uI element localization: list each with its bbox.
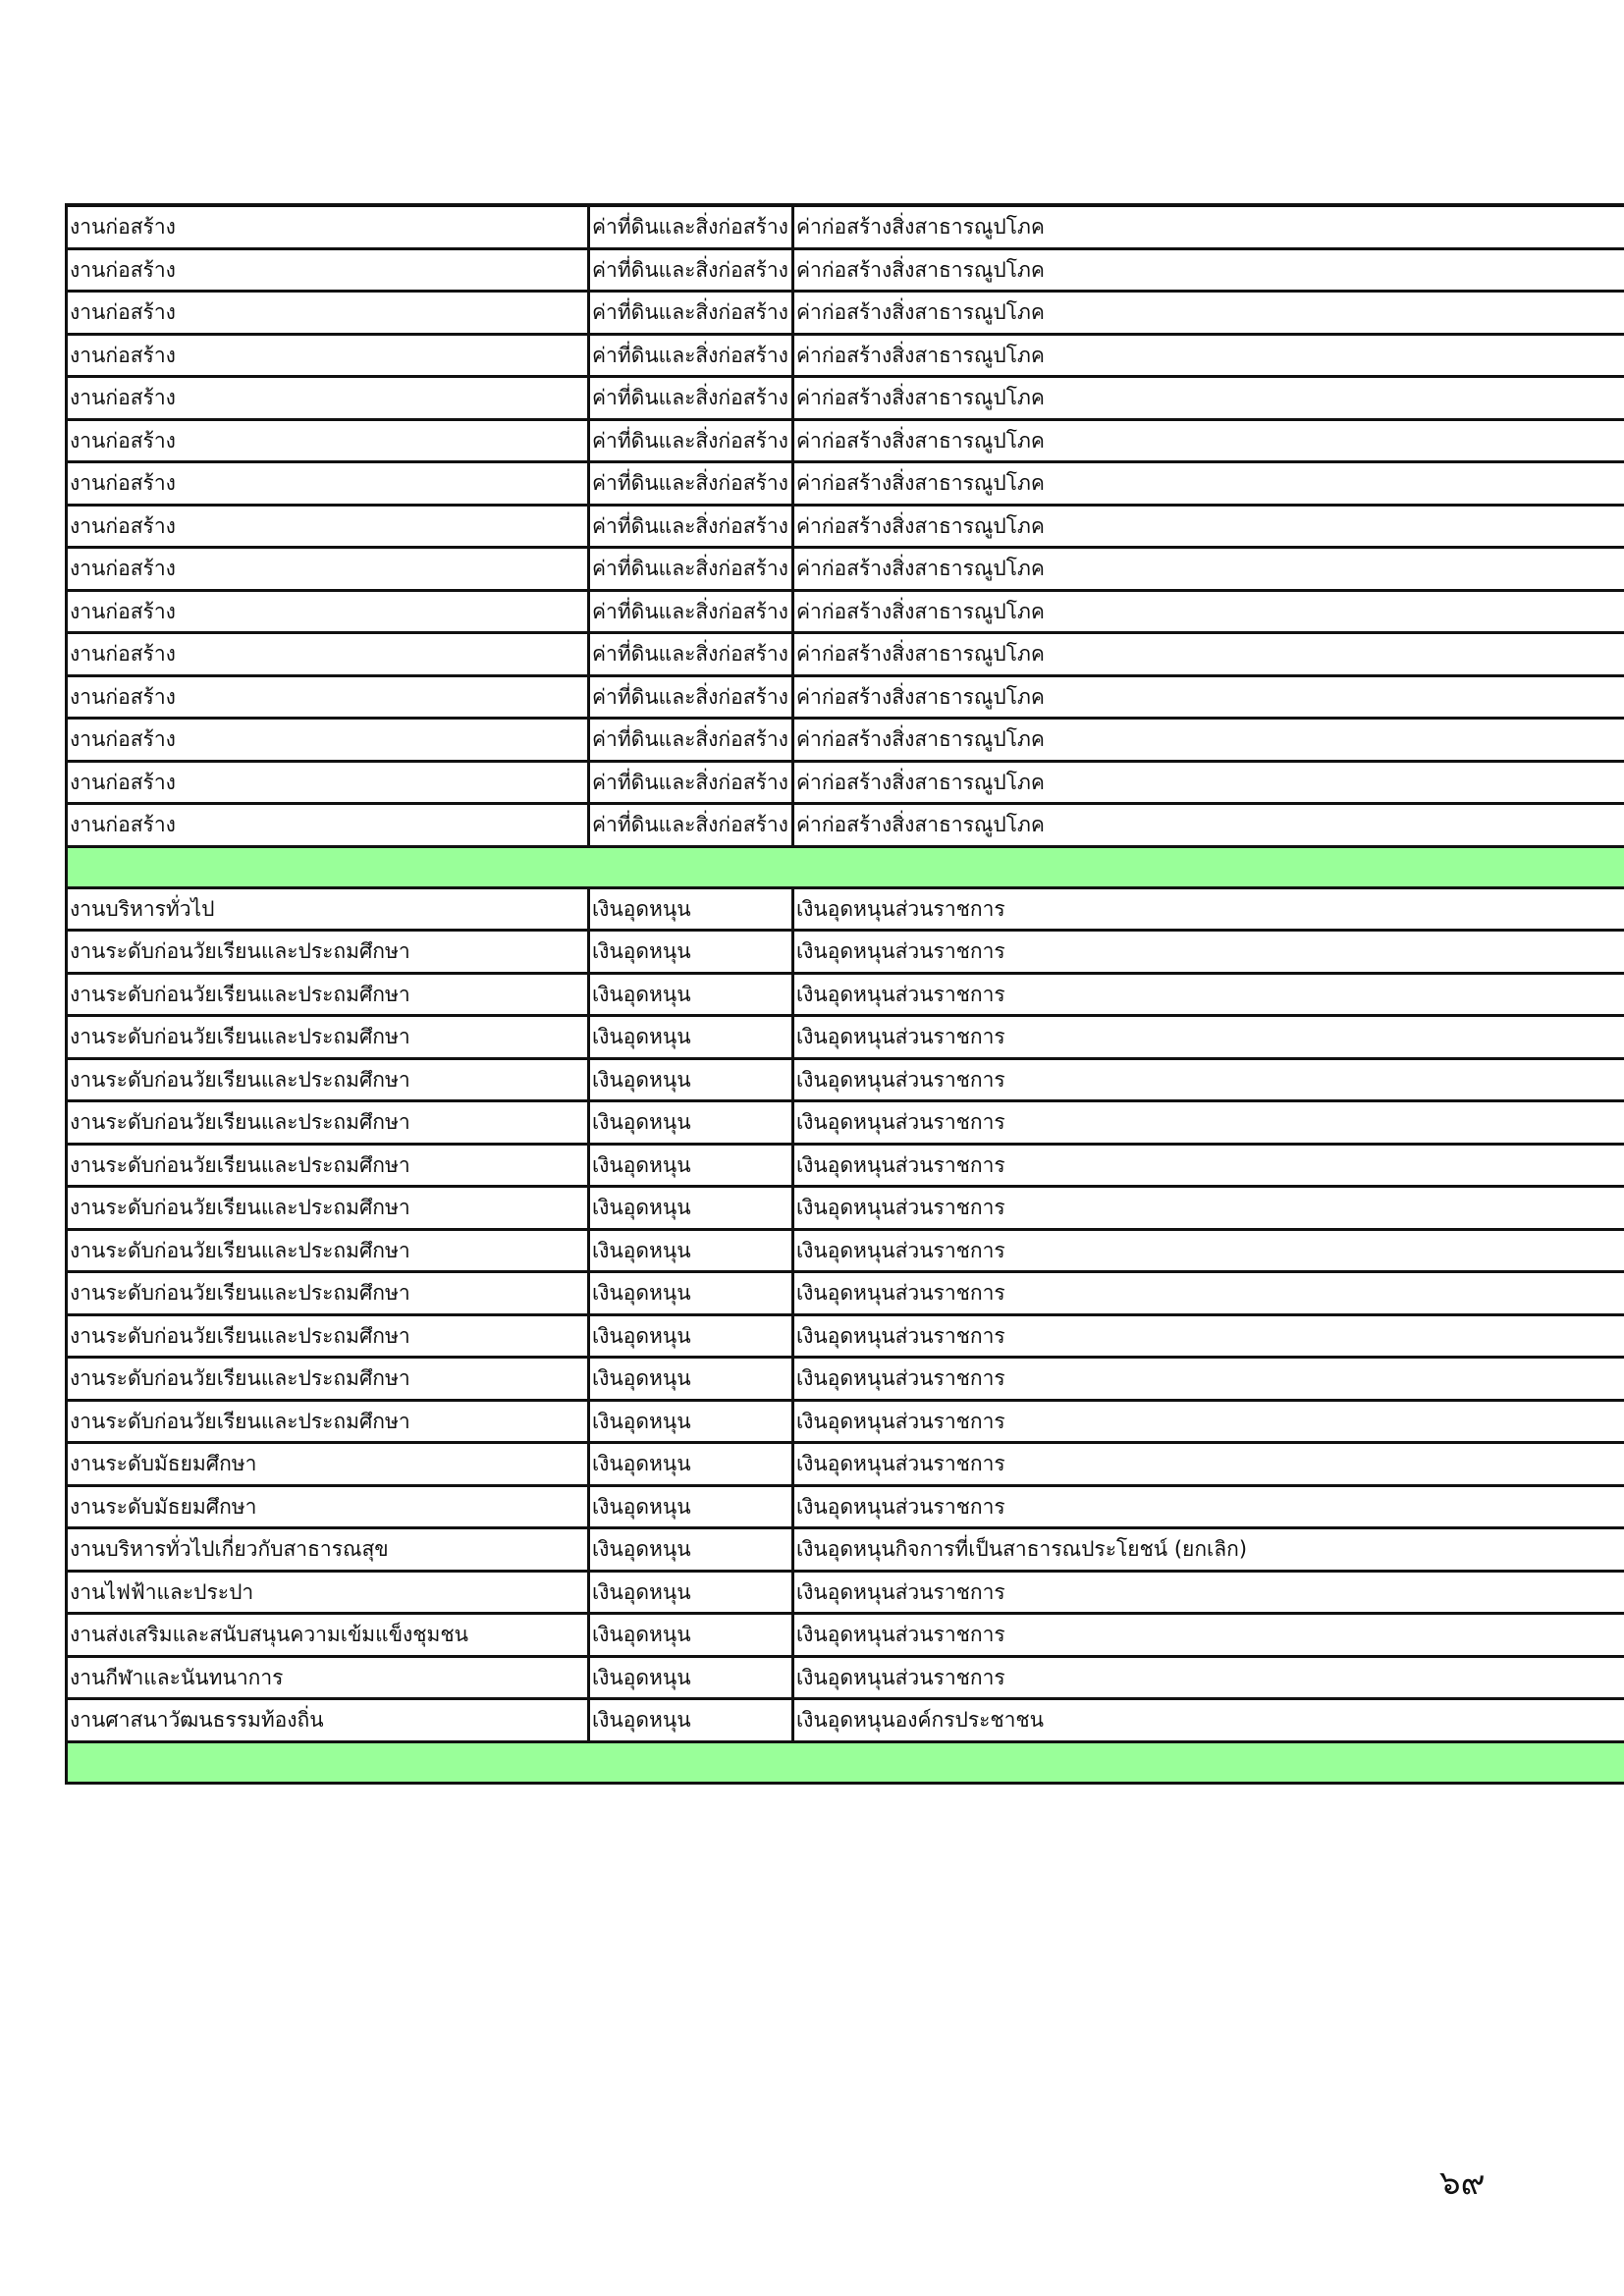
work-category-cell: งานระดับก่อนวัยเรียนและประถมศึกษา: [67, 1101, 589, 1145]
expense-type-cell: เงินอุดหนุน: [589, 1443, 793, 1486]
work-category-cell: งานระดับก่อนวัยเรียนและประถมศึกษา: [67, 973, 589, 1016]
work-category-cell: งานก่อสร้าง: [67, 675, 589, 719]
work-category-cell: งานก่อสร้าง: [67, 462, 589, 506]
expense-item-cell: ค่าก่อสร้างสิ่งสาธารณูปโภค: [793, 292, 1624, 335]
table-row: [67, 761, 1624, 804]
work-category-cell: งานไฟฟ้าและประปา: [67, 1571, 589, 1614]
expense-item-cell: เงินอุดหนุนส่วนราชการ: [793, 887, 1624, 931]
table-row: [67, 1101, 1624, 1145]
expense-type-cell: เงินอุดหนุน: [589, 1101, 793, 1145]
work-category-cell: งานบริหารทั่วไปเกี่ยวกับสาธารณสุข: [67, 1528, 589, 1572]
table-row: [67, 1016, 1624, 1059]
table-row: [67, 1528, 1624, 1572]
expense-type-cell: เงินอุดหนุน: [589, 1016, 793, 1059]
table-row: [67, 1571, 1624, 1614]
work-category-cell: งานก่อสร้าง: [67, 377, 589, 420]
expense-item-cell: เงินอุดหนุนส่วนราชการ: [793, 1571, 1624, 1614]
expense-type-cell: เงินอุดหนุน: [589, 1699, 793, 1742]
expense-type-cell: ค่าที่ดินและสิ่งก่อสร้าง: [589, 248, 793, 292]
section-summary-cell: [67, 846, 1624, 887]
expense-item-cell: เงินอุดหนุนส่วนราชการ: [793, 1187, 1624, 1230]
table-row: [67, 590, 1624, 633]
expense-item-cell: เงินอุดหนุนส่วนราชการ: [793, 1443, 1624, 1486]
work-category-cell: งานก่อสร้าง: [67, 505, 589, 548]
work-category-cell: งานก่อสร้าง: [67, 804, 589, 847]
work-category-cell: งานก่อสร้าง: [67, 292, 589, 335]
table-row: [67, 505, 1624, 548]
expense-item-cell: ค่าก่อสร้างสิ่งสาธารณูปโภค: [793, 804, 1624, 847]
expense-item-cell: เงินอุดหนุนส่วนราชการ: [793, 931, 1624, 974]
table-row: [67, 1187, 1624, 1230]
table-row: [67, 1229, 1624, 1272]
table-row: [67, 1614, 1624, 1657]
expense-item-cell: ค่าก่อสร้างสิ่งสาธารณูปโภค: [793, 334, 1624, 377]
expense-type-cell: ค่าที่ดินและสิ่งก่อสร้าง: [589, 505, 793, 548]
expense-item-cell: เงินอุดหนุนส่วนราชการ: [793, 1101, 1624, 1145]
expense-item-cell: ค่าก่อสร้างสิ่งสาธารณูปโภค: [793, 248, 1624, 292]
expense-item-cell: เงินอุดหนุนกิจการที่เป็นสาธารณประโยชน์ (ยกเลิก): [793, 1528, 1624, 1572]
work-category-cell: งานก่อสร้าง: [67, 205, 589, 248]
expense-item-cell: ค่าก่อสร้างสิ่งสาธารณูปโภค: [793, 761, 1624, 804]
work-category-cell: งานระดับก่อนวัยเรียนและประถมศึกษา: [67, 1016, 589, 1059]
work-category-cell: งานก่อสร้าง: [67, 719, 589, 762]
expense-type-cell: เงินอุดหนุน: [589, 1144, 793, 1187]
expense-item-cell: ค่าก่อสร้างสิ่งสาธารณูปโภค: [793, 419, 1624, 462]
expense-item-cell: ค่าก่อสร้างสิ่งสาธารณูปโภค: [793, 675, 1624, 719]
work-category-cell: งานศาสนาวัฒนธรรมท้องถิ่น: [67, 1699, 589, 1742]
expense-type-cell: เงินอุดหนุน: [589, 887, 793, 931]
expense-type-cell: ค่าที่ดินและสิ่งก่อสร้าง: [589, 675, 793, 719]
table-row: [67, 1358, 1624, 1401]
expense-item-cell: เงินอุดหนุนส่วนราชการ: [793, 1229, 1624, 1272]
expense-item-cell: ค่าก่อสร้างสิ่งสาธารณูปโภค: [793, 590, 1624, 633]
table-row: [67, 548, 1624, 591]
table-row: [67, 1144, 1624, 1187]
expense-type-cell: เงินอุดหนุน: [589, 1400, 793, 1443]
expense-type-cell: เงินอุดหนุน: [589, 973, 793, 1016]
expense-item-cell: เงินอุดหนุนส่วนราชการ: [793, 1656, 1624, 1699]
section-summary-band: [67, 1741, 1624, 1783]
expense-type-cell: ค่าที่ดินและสิ่งก่อสร้าง: [589, 804, 793, 847]
table-row: [67, 804, 1624, 847]
table-row: [67, 633, 1624, 676]
table-row: [67, 931, 1624, 974]
expense-type-cell: ค่าที่ดินและสิ่งก่อสร้าง: [589, 548, 793, 591]
work-category-cell: งานกีฬาและนันทนาการ: [67, 1656, 589, 1699]
table-row: [67, 675, 1624, 719]
expense-item-cell: เงินอุดหนุนส่วนราชการ: [793, 1144, 1624, 1187]
expense-type-cell: ค่าที่ดินและสิ่งก่อสร้าง: [589, 590, 793, 633]
work-category-cell: งานระดับก่อนวัยเรียนและประถมศึกษา: [67, 1358, 589, 1401]
expense-type-cell: เงินอุดหนุน: [589, 1656, 793, 1699]
work-category-cell: งานระดับก่อนวัยเรียนและประถมศึกษา: [67, 1400, 589, 1443]
expense-item-cell: เงินอุดหนุนส่วนราชการ: [793, 1314, 1624, 1358]
table-row: [67, 719, 1624, 762]
expense-item-cell: ค่าก่อสร้างสิ่งสาธารณูปโภค: [793, 719, 1624, 762]
page-number: ๖๙: [1439, 2163, 1486, 2203]
table-row: [67, 1058, 1624, 1101]
section-summary-band: [67, 846, 1624, 887]
work-category-cell: งานระดับมัธยมศึกษา: [67, 1485, 589, 1528]
work-category-cell: งานส่งเสริมและสนับสนุนความเข้มแข็งชุมชน: [67, 1614, 589, 1657]
expense-type-cell: เงินอุดหนุน: [589, 931, 793, 974]
work-category-cell: งานระดับก่อนวัยเรียนและประถมศึกษา: [67, 1229, 589, 1272]
expense-item-cell: ค่าก่อสร้างสิ่งสาธารณูปโภค: [793, 377, 1624, 420]
expense-type-cell: ค่าที่ดินและสิ่งก่อสร้าง: [589, 719, 793, 762]
table-row: [67, 292, 1624, 335]
expense-item-cell: เงินอุดหนุนส่วนราชการ: [793, 1272, 1624, 1315]
expense-type-cell: เงินอุดหนุน: [589, 1528, 793, 1572]
table-row: [67, 248, 1624, 292]
work-category-cell: งานระดับก่อนวัยเรียนและประถมศึกษา: [67, 1314, 589, 1358]
table-row: [67, 205, 1624, 248]
expense-item-cell: ค่าก่อสร้างสิ่งสาธารณูปโภค: [793, 548, 1624, 591]
expense-type-cell: เงินอุดหนุน: [589, 1358, 793, 1401]
expense-item-cell: ค่าก่อสร้างสิ่งสาธารณูปโภค: [793, 462, 1624, 506]
expense-type-cell: ค่าที่ดินและสิ่งก่อสร้าง: [589, 205, 793, 248]
budget-table: [65, 203, 1624, 1785]
expense-type-cell: เงินอุดหนุน: [589, 1314, 793, 1358]
expense-item-cell: เงินอุดหนุนส่วนราชการ: [793, 1400, 1624, 1443]
table-row: [67, 973, 1624, 1016]
table-row: [67, 419, 1624, 462]
budget-table-body: [67, 205, 1624, 1783]
expense-type-cell: เงินอุดหนุน: [589, 1229, 793, 1272]
work-category-cell: งานบริหารทั่วไป: [67, 887, 589, 931]
work-category-cell: งานระดับก่อนวัยเรียนและประถมศึกษา: [67, 931, 589, 974]
table-row: [67, 377, 1624, 420]
table-row: [67, 1272, 1624, 1315]
work-category-cell: งานก่อสร้าง: [67, 248, 589, 292]
work-category-cell: งานระดับก่อนวัยเรียนและประถมศึกษา: [67, 1272, 589, 1315]
work-category-cell: งานระดับก่อนวัยเรียนและประถมศึกษา: [67, 1144, 589, 1187]
work-category-cell: งานระดับก่อนวัยเรียนและประถมศึกษา: [67, 1058, 589, 1101]
expense-type-cell: ค่าที่ดินและสิ่งก่อสร้าง: [589, 462, 793, 506]
work-category-cell: งานก่อสร้าง: [67, 761, 589, 804]
expense-type-cell: เงินอุดหนุน: [589, 1571, 793, 1614]
expense-type-cell: ค่าที่ดินและสิ่งก่อสร้าง: [589, 334, 793, 377]
expense-item-cell: เงินอุดหนุนส่วนราชการ: [793, 1058, 1624, 1101]
table-row: [67, 1485, 1624, 1528]
expense-item-cell: เงินอุดหนุนส่วนราชการ: [793, 973, 1624, 1016]
expense-item-cell: เงินอุดหนุนองค์กรประชาชน: [793, 1699, 1624, 1742]
expense-item-cell: เงินอุดหนุนส่วนราชการ: [793, 1614, 1624, 1657]
expense-type-cell: เงินอุดหนุน: [589, 1187, 793, 1230]
expense-type-cell: ค่าที่ดินและสิ่งก่อสร้าง: [589, 419, 793, 462]
work-category-cell: งานก่อสร้าง: [67, 334, 589, 377]
table-row: [67, 1699, 1624, 1742]
table-row: [67, 1443, 1624, 1486]
table-row: [67, 1656, 1624, 1699]
work-category-cell: งานระดับมัธยมศึกษา: [67, 1443, 589, 1486]
table-row: [67, 462, 1624, 506]
expense-item-cell: เงินอุดหนุนส่วนราชการ: [793, 1016, 1624, 1059]
work-category-cell: งานก่อสร้าง: [67, 419, 589, 462]
table-row: [67, 1400, 1624, 1443]
expense-item-cell: เงินอุดหนุนส่วนราชการ: [793, 1485, 1624, 1528]
expense-type-cell: ค่าที่ดินและสิ่งก่อสร้าง: [589, 761, 793, 804]
table-row: [67, 887, 1624, 931]
expense-item-cell: ค่าก่อสร้างสิ่งสาธารณูปโภค: [793, 205, 1624, 248]
expense-item-cell: ค่าก่อสร้างสิ่งสาธารณูปโภค: [793, 505, 1624, 548]
expense-type-cell: เงินอุดหนุน: [589, 1058, 793, 1101]
expense-type-cell: เงินอุดหนุน: [589, 1272, 793, 1315]
work-category-cell: งานก่อสร้าง: [67, 590, 589, 633]
section-summary-cell: [67, 1741, 1624, 1783]
expense-type-cell: เงินอุดหนุน: [589, 1614, 793, 1657]
expense-item-cell: เงินอุดหนุนส่วนราชการ: [793, 1358, 1624, 1401]
work-category-cell: งานระดับก่อนวัยเรียนและประถมศึกษา: [67, 1187, 589, 1230]
table-row: [67, 334, 1624, 377]
expense-item-cell: ค่าก่อสร้างสิ่งสาธารณูปโภค: [793, 633, 1624, 676]
work-category-cell: งานก่อสร้าง: [67, 548, 589, 591]
expense-type-cell: ค่าที่ดินและสิ่งก่อสร้าง: [589, 633, 793, 676]
work-category-cell: งานก่อสร้าง: [67, 633, 589, 676]
table-row: [67, 1314, 1624, 1358]
expense-type-cell: ค่าที่ดินและสิ่งก่อสร้าง: [589, 292, 793, 335]
expense-type-cell: ค่าที่ดินและสิ่งก่อสร้าง: [589, 377, 793, 420]
expense-type-cell: เงินอุดหนุน: [589, 1485, 793, 1528]
